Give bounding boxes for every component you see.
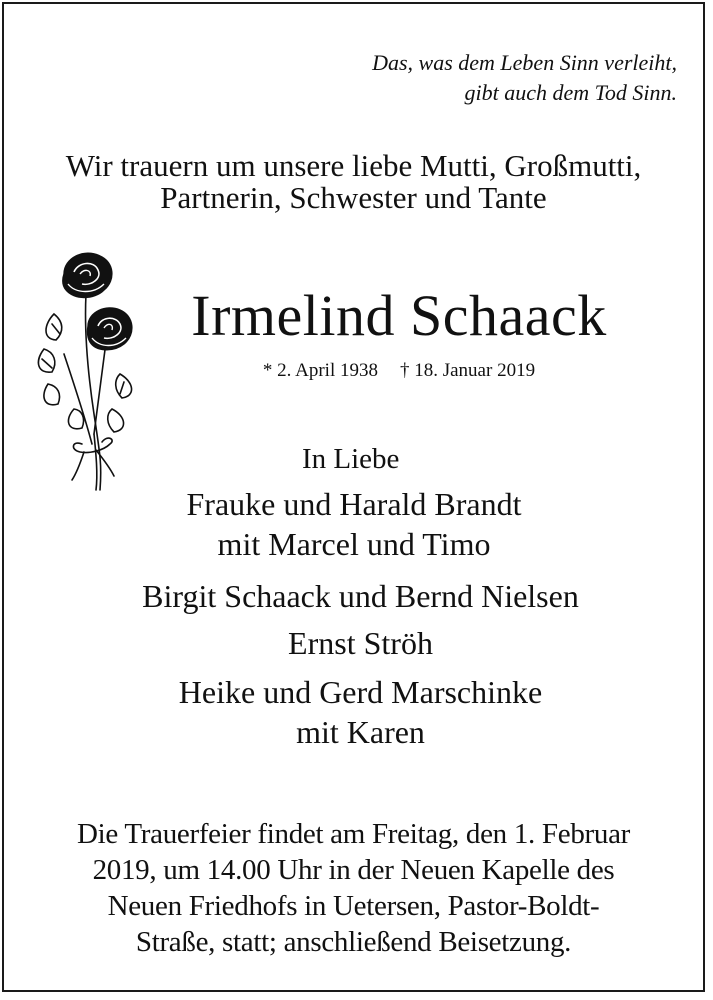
mourner-group: [4, 576, 713, 616]
birth-date: * 2. April 1938: [262, 360, 378, 381]
mourner-line: mit Marcel und Timo: [217, 526, 491, 562]
mourners-opening: In Liebe: [302, 443, 400, 475]
mourner-group: [24, 484, 684, 564]
mourner-line: Birgit Schaack und Bernd Nielsen: [142, 578, 579, 614]
mourner-line: Heike und Gerd Marschinke: [178, 674, 543, 710]
intro-line-2: Partnerin, Schwester und Tante: [160, 180, 547, 215]
life-dates: [154, 359, 644, 383]
mourner-line: Ernst Ströh: [288, 625, 433, 661]
mourner-group: [4, 672, 713, 752]
motto-line-2: gibt auch dem Tod Sinn.: [464, 80, 677, 105]
rose-icon: [24, 244, 144, 494]
funeral-line-3: Neuen Friedhofs in Uetersen, Pastor-Boldt-: [107, 890, 600, 922]
intro-text: [4, 150, 703, 214]
death-date: † 18. Januar 2019: [399, 360, 536, 381]
motto-line-1: Das, was dem Leben Sinn verleiht,: [372, 50, 677, 75]
intro-line-1: Wir trauern um unsere liebe Mutti, Großmutti,: [65, 148, 642, 183]
funeral-line-2: 2019, um 14.00 Uhr in der Neuen Kapelle des: [92, 854, 615, 886]
mourner-group: [4, 623, 713, 663]
mourner-line: Frauke und Harald Brandt: [186, 486, 522, 522]
obituary-notice: [2, 2, 705, 992]
funeral-line-1: Die Trauerfeier findet am Freitag, den 1. Februar: [76, 818, 631, 850]
mourner-line: mit Karen: [296, 714, 425, 750]
motto-quote: [372, 48, 677, 108]
funeral-line-4: Straße, statt; anschließend Beisetzung.: [135, 926, 572, 958]
deceased-name: Irmelind Schaack: [191, 283, 607, 348]
funeral-details: [4, 816, 703, 960]
